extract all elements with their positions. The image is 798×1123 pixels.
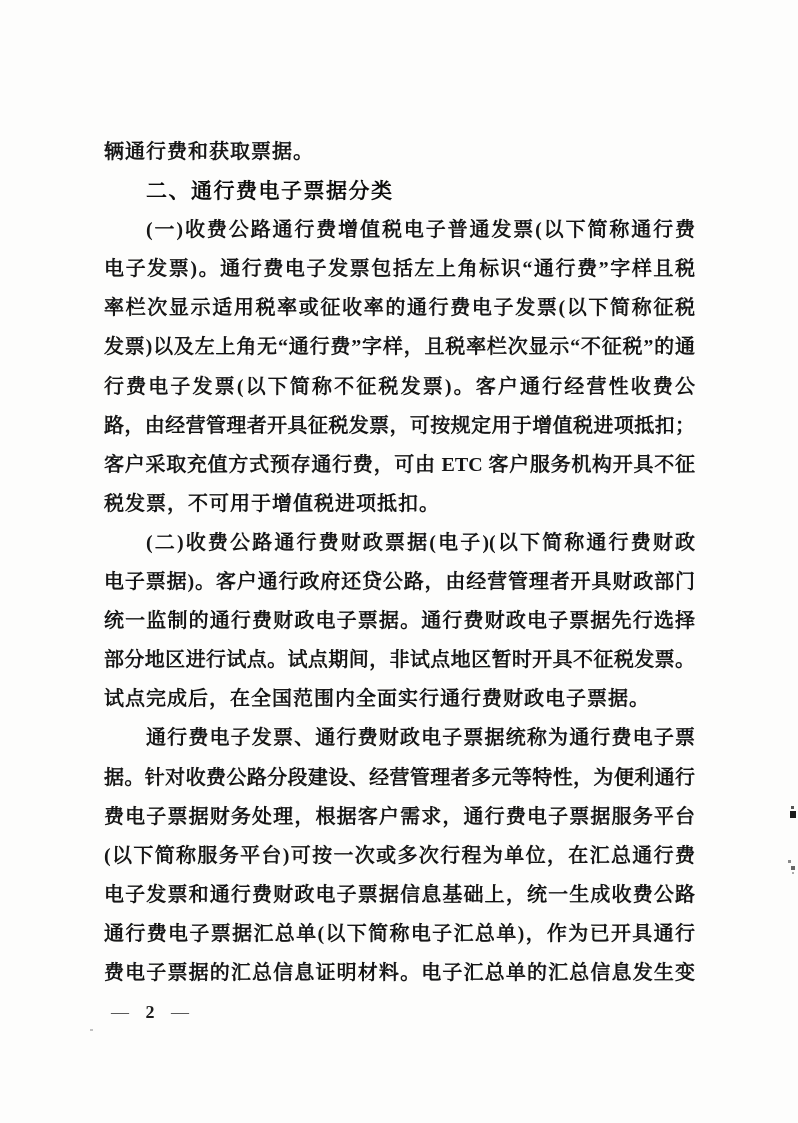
- text-line: 发票)以及左上角无“通行费”字样，且税率栏次显示“不征税”的通: [104, 336, 695, 359]
- text-line: (一)收费公路通行费增值税电子普通发票(以下简称通行费: [146, 219, 695, 242]
- scan-artifact: [791, 806, 794, 809]
- text-line: 电子票据)。客户通行政府还贷公路，由经营管理者开具财政部门: [104, 571, 695, 594]
- scan-artifact: [90, 1029, 93, 1031]
- text-line: 试点完成后，在全国范围内全面实行通行费财政电子票据。: [104, 688, 650, 711]
- text-line: 通行费电子发票、通行费财政电子票据统称为通行费电子票: [146, 727, 695, 750]
- text-line: (二)收费公路通行费财政票据(电子)(以下简称通行费财政: [146, 531, 695, 554]
- scan-artifact: [790, 811, 796, 818]
- text-line: 据。针对收费公路分段建设、经营管理者多元等特性，为便利通行: [104, 766, 695, 789]
- text-line: 电子发票)。通行费电子发票包括左上角标识“通行费”字样且税: [104, 258, 695, 281]
- text-line: 客户采取充值方式预存通行费，可由 ETC 客户服务机构开具不征: [104, 453, 695, 476]
- text-line: 通行费电子票据汇总单(以下简称电子汇总单)，作为已开具通行: [104, 922, 695, 945]
- text-line: 费电子票据财务处理，根据客户需求，通行费电子票据服务平台: [104, 805, 695, 828]
- text-line: 费电子票据的汇总信息证明材料。电子汇总单的汇总信息发生变: [104, 961, 695, 984]
- scan-artifact: [791, 866, 795, 870]
- footer-dash-right: —: [171, 1004, 189, 1020]
- text-line: 电子发票和通行费财政电子票据信息基础上，统一生成收费公路: [104, 883, 695, 906]
- text-line: 行费电子发票(以下简称不征税发票)。客户通行经营性收费公: [104, 375, 695, 398]
- page-footer: [111, 1001, 189, 1023]
- section-heading: 二、通行费电子票据分类: [146, 180, 394, 204]
- text-line: 统一监制的通行费财政电子票据。通行费财政电子票据先行选择: [104, 610, 695, 633]
- text-line: 税发票，不可用于增值税进项抵扣。: [104, 492, 440, 515]
- text-line: 路，由经营管理者开具征税发票，可按规定用于增值税进项抵扣；: [104, 414, 695, 437]
- text-line: (以下简称服务平台)可按一次或多次行程为单位，在汇总通行费: [104, 844, 695, 867]
- text-line: 率栏次显示适用税率或征收率的通行费电子发票(以下简称征税: [104, 297, 695, 320]
- page-number: 2: [145, 1002, 155, 1022]
- text-line: 部分地区进行试点。试点期间，非试点地区暂时开具不征税发票。: [104, 649, 695, 672]
- scan-artifact: [792, 872, 794, 874]
- footer-dash-left: —: [111, 1004, 129, 1020]
- scan-artifact: [788, 860, 791, 863]
- text-line: 辆通行费和获取票据。: [104, 141, 314, 163]
- document-body: [104, 133, 695, 993]
